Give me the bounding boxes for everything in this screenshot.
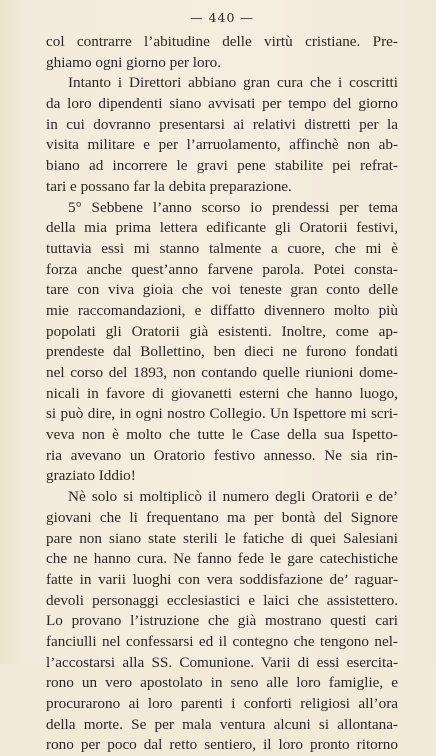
text-line: devoli personaggi ecclesiastici e laici che assistettero. [46, 591, 398, 609]
text-line: da loro dipendenti siano avvisati per tempo del giorno [46, 95, 398, 113]
text-line: Intanto i Direttori abbiano gran cura che i coscritti [68, 74, 398, 92]
text-line: si può dire, in ogni nostro Collegio. Un Ispettore mi scri- [46, 405, 398, 423]
text-line: ghiamo ogni giorno per loro. [46, 53, 222, 71]
text-line: col contrarre l’abitudine delle virtù cristiane. Pre- [46, 33, 398, 50]
text-line: visita militare e per l’arruolamento, affinchè non ab- [46, 136, 398, 154]
text-line: ria avevano un Oratorio festivo annesso. Ne sia rin- [46, 446, 398, 464]
text-line: prendeste dal Bollettino, ben dieci ne furono fondati [46, 343, 398, 361]
text-line: nel corso del 1893, non contando quelle riunioni dome- [46, 364, 398, 381]
text-line: Lo provano l’istruzione che già mostrano questi cari [46, 612, 398, 630]
text-line: fanciulli nel confessarsi ed il contegno che tengono nel- [46, 632, 398, 650]
text-line: graziato Iddio! [46, 467, 136, 485]
text-line: tari e possano far la debita preparazione. [46, 177, 292, 195]
text-line: popolati gli Oratorii già esistenti. Inoltre, come ap- [46, 322, 398, 340]
text-line: della morte. Se per mala ventura alcuni si allontana- [46, 715, 398, 733]
text-line: giovani che li frequentano ma per bontà del Signore [46, 508, 398, 526]
text-line: l’accostarsi alla SS. Comunione. Varii di essi esercita- [46, 653, 398, 671]
text-line: rono per poco dal retto sentiero, il loro pronto ritorno [46, 736, 398, 754]
text-line: della mia prima lettera edificante gli Oratorii festivi, [46, 219, 398, 237]
text-line: tare con viva gioia che voi teneste gran conto delle [46, 281, 398, 299]
text-line: 5° Sebbene l’anno scorso io prendessi per tema [68, 198, 398, 216]
text-line: in cui dovranno presentarsi ai relativi distretti per la [46, 115, 398, 133]
text-line: procurarono ai loro parenti i conforti religiosi all’ora [46, 695, 398, 712]
page-number: — 440 — [190, 10, 254, 25]
text-line: veva non è molto che tutte le Case della sua Ispetto- [46, 426, 398, 444]
text-line: forza anche quest’anno farvene parola. Potei consta- [46, 260, 398, 278]
text-line: mie raccomandazioni, e diffatto divennero molto più [46, 301, 398, 319]
text-line: Nè solo si moltiplicò il numero degli Oratorii e de’ [68, 488, 398, 506]
text-line: fatte in varii luoghi con vera soddisfazione de’ raguar- [46, 570, 398, 588]
text-line: biano ad incorrere le gravi pene stabilite pei refrat- [46, 157, 398, 175]
text-line: tuttavia essi mi stanno talmente a cuore, che mi è [46, 239, 398, 257]
text-line: che ne hanno cura. Ne fanno fede le gare catechistiche [46, 550, 398, 568]
text-line: rono un vero apostolato in seno alle loro famiglie, e [46, 674, 398, 692]
text-line: nicali in favore di giovanetti esterni che hanno luogo, [46, 384, 398, 402]
text-line: pare non siano state sterili le fatiche di quei Salesiani [46, 529, 398, 547]
body-text [46, 32, 398, 756]
